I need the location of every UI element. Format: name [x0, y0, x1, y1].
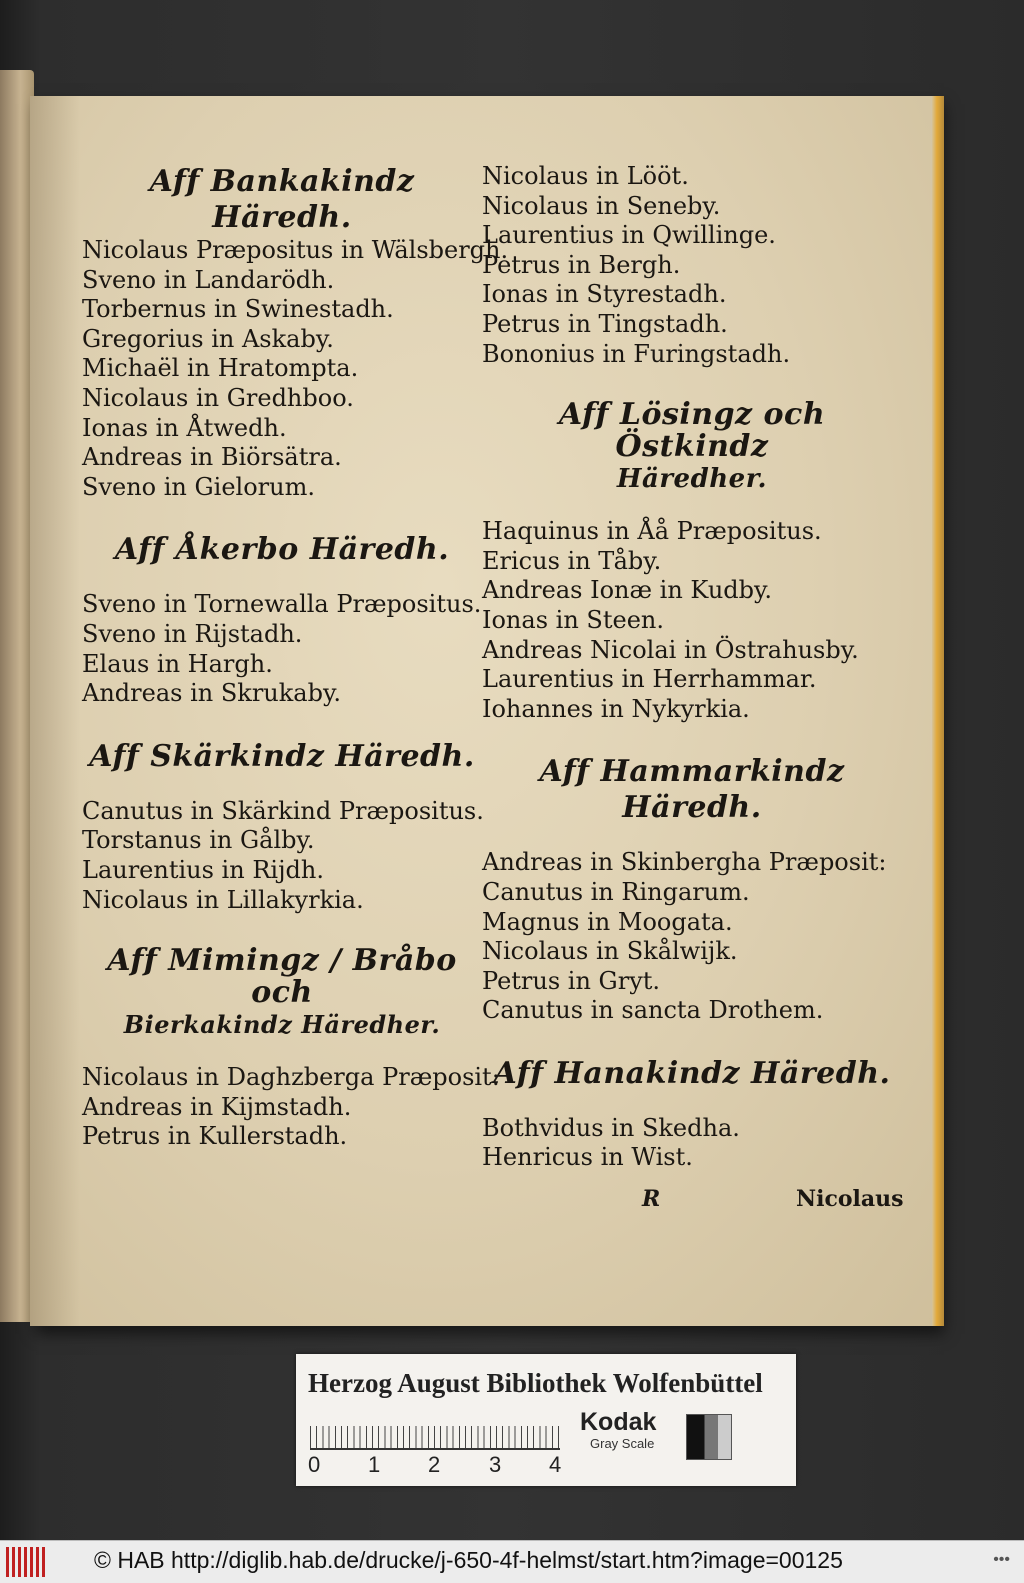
list-item: Nicolaus in Seneby.	[482, 191, 721, 220]
list-item: Sveno in Gielorum.	[82, 472, 315, 501]
previous-page-edge	[0, 70, 34, 1322]
list-item: Nicolaus in Skålwijk.	[482, 937, 738, 966]
list-item: Elaus in Hargh.	[82, 649, 273, 678]
color-calibration-bar	[296, 1354, 796, 1486]
list-item: Sveno in Landarödh.	[82, 265, 335, 294]
list-item: Nicolaus in Lillakyrkia.	[82, 885, 364, 914]
ruler-number: 1	[368, 1452, 381, 1477]
list-item: Canutus in Ringarum.	[482, 877, 750, 906]
section-heading-continued: Bierkakindz Häredher.	[123, 1010, 441, 1040]
gray-scale-label: Gray Scale	[590, 1436, 655, 1451]
list-item: Nicolaus Præpositus in Wälsbergh.	[82, 236, 509, 264]
ruler-number: 2	[428, 1452, 441, 1477]
list-item: Ionas in Åtwedh.	[82, 413, 287, 442]
section-heading: Aff Skärkindz Häredh.	[89, 738, 475, 774]
list-item: Nicolaus in Gredhboo.	[82, 383, 354, 412]
footer-bar	[0, 1540, 1024, 1583]
section-heading-continued: Häredher.	[616, 464, 768, 495]
list-item: Iohannes in Nykyrkia.	[482, 694, 750, 723]
section-heading: Aff Mimingz / Bråbo och	[107, 943, 457, 1011]
list-item: Andreas Ionæ in Kudby.	[482, 576, 773, 605]
list-item: Petrus in Gryt.	[482, 966, 661, 995]
hab-logo-icon	[6, 1547, 46, 1577]
list-item: Canutus in sancta Drothem.	[482, 996, 824, 1025]
list-item: Nicolaus in Daghzberga Præposit:	[82, 1063, 500, 1092]
list-item: Ionas in Steen.	[482, 605, 664, 634]
section-heading: Aff Hanakindz Häredh.	[493, 1055, 891, 1091]
scale-ruler	[310, 1412, 560, 1450]
list-item: Gregorius in Askaby.	[82, 324, 334, 353]
list-item: Michaël in Hratompta.	[82, 354, 359, 383]
gutter-shadow	[30, 96, 80, 1326]
section-heading: Aff Lösingz och Östkindz	[558, 397, 826, 465]
list-item: Bothvidus in Skedha.	[482, 1113, 740, 1142]
section-heading: Aff Hammarkindz Häredh.	[539, 754, 845, 826]
ruler-number: 0	[308, 1452, 321, 1477]
list-item: Henricus in Wist.	[482, 1143, 693, 1172]
library-name: Herzog August Bibliothek Wolfenbüttel	[308, 1368, 763, 1398]
ruler-number: 3	[489, 1452, 502, 1477]
footer-copyright-link[interactable]: © HAB http://diglib.hab.de/drucke/j-650-4f-helmst/start.htm?image=00125	[94, 1547, 843, 1573]
list-item: Petrus in Kullerstadh.	[82, 1122, 348, 1151]
list-item: Haquinus in Åå Præpositus.	[482, 517, 822, 546]
list-item: Nicolaus in Lööt.	[482, 162, 689, 190]
list-item: Petrus in Tingstadh.	[482, 309, 728, 338]
left-column	[82, 164, 509, 1152]
list-item: Andreas in Skrukaby.	[82, 679, 341, 708]
list-item: Ionas in Styrestadh.	[482, 280, 727, 309]
kodak-logo: Kodak	[580, 1408, 657, 1436]
list-item: Andreas in Skinbergha Præposit:	[482, 848, 887, 877]
list-item: Canutus in Skärkind Præpositus.	[82, 796, 484, 825]
section-heading: Aff Åkerbo Häredh.	[114, 532, 450, 568]
list-item: Andreas in Biörsätra.	[82, 443, 342, 472]
list-item: Petrus in Bergh.	[482, 250, 681, 279]
list-item: Torstanus in Gålby.	[82, 826, 315, 855]
more-options-icon[interactable]: •••	[993, 1551, 1010, 1568]
list-item: Torbernus in Swinestadh.	[82, 295, 394, 324]
list-item: Andreas Nicolai in Östrahusby.	[482, 635, 859, 664]
list-item: Laurentius in Rijdh.	[82, 855, 324, 884]
list-item: Magnus in Moogata.	[482, 907, 733, 936]
list-item: Ericus in Tåby.	[482, 546, 662, 575]
catchword: Nicolaus	[796, 1186, 904, 1212]
list-item: Sveno in Tornewalla Præpositus.	[82, 590, 482, 619]
list-item: Sveno in Rijstadh.	[82, 619, 303, 648]
gray-scale-patch	[686, 1414, 732, 1460]
signature-mark: R	[642, 1186, 661, 1212]
list-item: Laurentius in Herrhammar.	[482, 665, 817, 694]
list-item: Andreas in Kijmstadh.	[82, 1092, 352, 1121]
page-edge	[932, 96, 944, 1326]
section-heading: Aff Bankakindz Häredh.	[149, 164, 415, 235]
list-item: Bononius in Furingstadh.	[482, 339, 791, 368]
list-item: Laurentius in Qwillinge.	[482, 221, 776, 250]
ruler-number: 4	[549, 1452, 562, 1477]
right-column	[482, 162, 902, 1173]
book-page	[30, 96, 938, 1326]
